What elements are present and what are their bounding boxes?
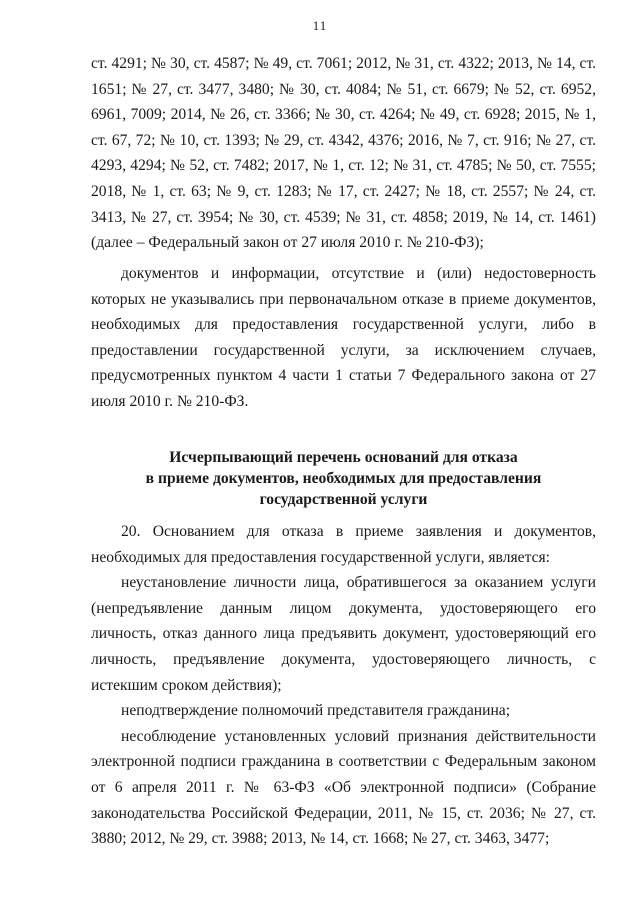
text-block-documents [91, 261, 596, 415]
text-block-grounds [91, 519, 596, 852]
paragraph-legislation-references: ст. 4291; № 30, ст. 4587; № 49, ст. 7061; 2012, № 31, ст. 4322; 2013, № 14, ст. 1651; № 27, ст. 3477, 3480; № 30, ст. 4084; № 51, ст. 6679; № 52, ст. 6952, 6961, 7009; 2014, № 26, ст. 3366; № 30, ст. 4264; № 49, ст. 6928; 2015, № 1, ст. 67, 72; № 10, ст. 1393; № 29, ст. 4342, 4376; 2016, № 7, ст. 916; № 27, ст. 4293, 4294; № 52, ст. 7482; 2017, № 1, ст. 12; № 31, ст. 4785; № 50, ст. 7555; 2018, № 1, ст. 63; № 9, ст. 1283; № 17, ст. 2427; № 18, ст. 2557; № 24, ст. 3413, № 27, ст. 3954; № 30, ст. 4539; № 31, ст. 4858; 2019, № 14, ст. 1461) (далее – Федеральный закон от 27 июля 2010 г. № 210-ФЗ); [91, 55, 596, 252]
section-heading-line-2: в приеме документов, необходимых для предоставления [145, 470, 542, 487]
paragraph-item-20: 20. Основанием для отказа в приеме заявления и документов, необходимых для предоставления государственной услуги, является: [91, 523, 596, 566]
page-number: 11 [312, 18, 328, 33]
text-block-continuation [91, 51, 596, 256]
paragraph-documents-information: документов и информации, отсутствие и (или) недостоверность которых не указывались при первоначальном отказе в приеме документов, необходимых для предоставления государственной услуги, либо в предоставлении государственной услуги, за исключением случаев, предусмотренных пунктом 4 части 1 статьи 7 Федерального закона от 27 июля 2010 г. № 210-ФЗ. [91, 265, 596, 410]
section-heading [91, 447, 596, 510]
section-heading-line-3: государственной услуги [259, 491, 428, 508]
paragraph-authority-not-confirmed: неподтверждение полномочий представителя гражданина; [121, 702, 511, 720]
paragraph-electronic-signature: несоблюдение установленных условий признания действительности электронной подписи гражданина в соответствии с Федеральным законом от 6 апреля 2011 г. № 63-ФЗ «Об электронной подписи» (Собрание законодательства Российской Федерации, 2011, № 15, ст. 2036; № 27, ст. 3880; 2012, № 29, ст. 3988; 2013, № 14, ст. 1668; № 27, ст. 3463, 3477; [91, 727, 596, 848]
section-heading-line-1: Исчерпывающий перечень оснований для отказа [169, 449, 518, 466]
paragraph-identity-not-established: неустановление личности лица, обратившегося за оказанием услуги (непредъявление данным лицом документа, удостоверяющего его личность, отказ данного лица предъявить документ, удостоверяющий его личность, предъявление документа, удостоверяющего личность, с истекшим сроком действия); [91, 574, 596, 694]
